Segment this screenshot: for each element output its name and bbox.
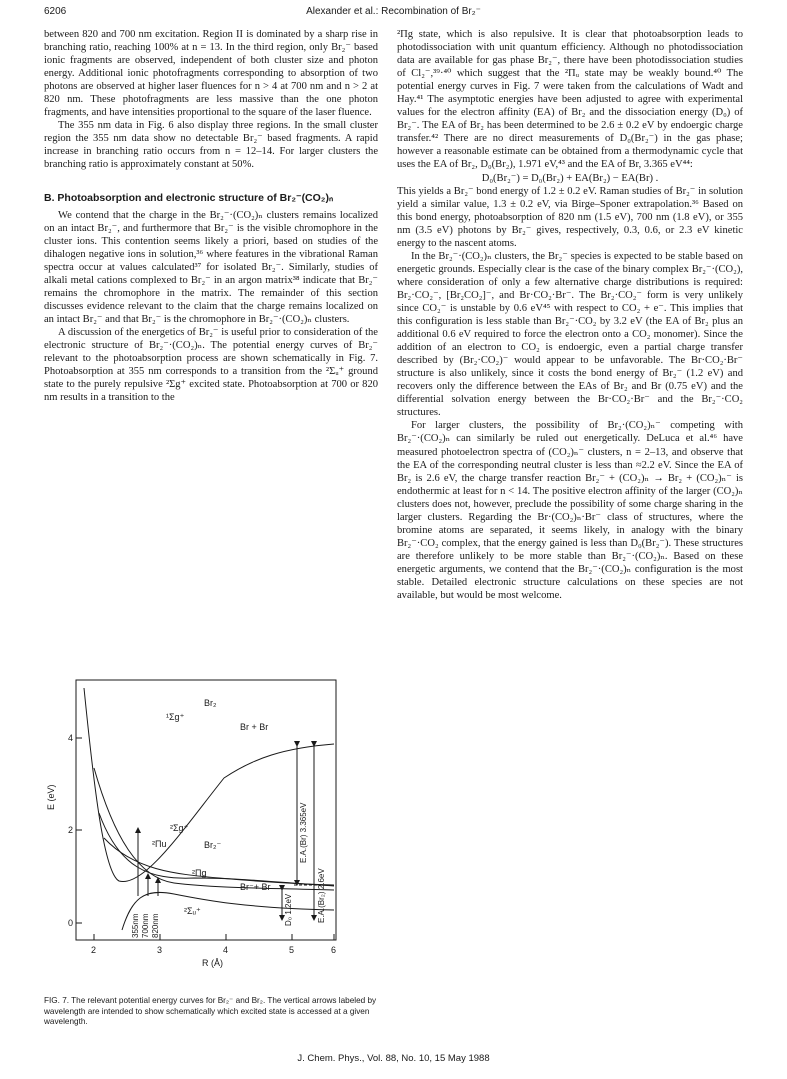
paragraph: between 820 and 700 nm excitation. Region II is dominated by a sharp rise in branching ratio, reaching 100% at n = 13. In the third region, only Br₂⁻ based ionic fragments are observed, independent of both cluster size and photon energy. Additional ionic photofragments corresponding to absorption of two photons are observed at higher laser fluences for n > 4 at 700 nm and n > 2 at 820 nm. These photofragments are less massive than the one photon fragments, and have intensities proportional to the square of the laser fluence. [44,29,378,119]
arrow-label: 355nm [131,913,140,938]
x-tick: 4 [223,945,229,955]
x-tick: 5 [289,945,295,955]
paragraph: In the Br₂⁻·(CO₂)ₙ clusters, the Br₂⁻ species is expected to be stable based on energetic grounds. Especially clear is the case of the binary complex Br₂⁻·(CO₂), where consideration of only a few alternative charge distributions is required: Br₂·CO₂⁻, [Br₂CO₂]⁻, and Br·CO₂·Br⁻. The Br₂·CO₂⁻ form is very unlikely since CO₂⁻ is unstable by 0.6 eV⁴⁵ with respect to CO₂ + e⁻. This implies that this configuration is less stable than Br₂⁻·CO₂ by 3.2 eV (the EA of Br₂ plus an additional 0.6 eV required to force the electron onto a CO₂ monomer). Since the addition of an electron to CO₂ is endoergic, even a partial charge transfer described by (Br₂·CO₂)⁻ would appear to be unfavorable. The Br·CO₂·Br⁻ structure is also unlikely, since it costs the bond energy of Br₂⁻ (1.2 eV) and recovers only the difference between the EAs of Br₂ and Br (0.75 eV) and the differential solvation energy between the Br·CO₂·Br⁻ and the Br₂⁻·CO₂ structures. [397,250,743,419]
potential-energy-figure [44,648,379,978]
energy-label: E.A.(Br₂) 2.6eV [317,868,326,923]
energy-label: E.A.(Br) 3.365eV [299,802,308,863]
curve-label: ²Σg⁺ [170,823,189,833]
paragraph: For larger clusters, the possibility of Br₂·(CO₂)ₙ⁻ competing with Br₂⁻·(CO₂)ₙ can similarly be ruled out energetically. DeLuca et al.⁴⁶ have measured photoelectron spectra of (CO₂)ₙ⁻ clusters, n = 2–13, and observe that the EA of the corresponding neutral cluster is less than ≈2.2 eV. Since the EA of Br₂ is 2.6 eV, the charge transfer reaction Br₂⁻ + (CO₂)ₙ → Br₂ + (CO₂)ₙ⁻ is endothermic at least for n < 14. The positive electron affinity of the larger (CO₂)ₙ clusters does not, however, preclude the possibility of some charge sharing in the larger clusters. Regarding the Br·(CO₂)ₙ·Br⁻ class of structures, where the bromine atoms are separated, it seems likely, in analogy with the binary Br₂⁻·CO₂ complex, that the energy gained is less than D₀(Br₂⁻). These structures are therefore unlikely to be more stable than Br₂⁻·(CO₂)ₙ. Based on these energetic arguments, we contend that the Br₂⁻·(CO₂)ₙ configuration is the most stable. Detailed electronic structure calculations on these species are not available, but would be most welcome. [397,420,743,602]
energy-label: D₀ 1.2eV [284,893,293,926]
equation: D₀(Br₂⁻) = D₀(Br₂) + EA(Br₂) − EA(Br) . [481,172,659,184]
arrow-label: 700nm [141,913,150,938]
sigma-g-curve [94,768,334,890]
curve-label: ²Πg [192,868,207,878]
x-axis-label: R (Å) [202,958,223,968]
arrow-label: 820nm [151,913,160,938]
running-title: Alexander et al.: Recombination of Br₂⁻ [306,6,481,17]
curve-label: Br₂⁻ [204,840,222,850]
left-column [44,28,378,404]
y-tick: 4 [68,733,74,743]
x-tick: 6 [331,945,337,955]
y-axis-label: E (eV) [46,784,56,810]
curve-label: Br₂ [204,698,217,708]
curve-label: Br⁻+ Br [240,882,271,892]
paragraph: This yields a Br₂⁻ bond energy of 1.2 ± 0.2 eV. Raman studies of Br₂⁻ in solution yield a similar value, 1.3 ± 0.2 eV, via Birge–Sponer extrapolation.³⁶ Based on this bond energy, photoabsorption of 820 nm (1.5 eV), 700 nm (1.8 eV), or 355 nm (3.5 eV) photons by Br₂⁻ gives, respectively, 0.3, 0.6, or 2.3 eV kinetic energy to the nascent atoms. [397,185,743,249]
y-tick: 2 [68,825,74,835]
figure-caption: FIG. 7. The relevant potential energy curves for Br₂⁻ and Br₂. The vertical arrows labeled by wavelength are intended to show schematically which excited state is accessed at a given wavelength. [44,996,377,1026]
x-tick: 2 [91,945,97,955]
x-tick: 3 [157,945,163,955]
section-heading: B. Photoabsorption and electronic structure of Br₂⁻(CO₂)ₙ [44,191,334,204]
paragraph: The 355 nm data in Fig. 6 also display three regions. In the small cluster region the 355 nm data show no detectable Br₂⁻ based fragments. A rapid increase in branching ratio occurs from n = 12–14. For larger clusters the branching ratio is approximately constant at 50%. [44,120,378,171]
right-column [397,28,743,602]
paragraph: We contend that the charge in the Br₂⁻·(CO₂)ₙ clusters remains localized on an intact Br₂⁻, and furthermore that Br₂⁻ is the visible chromophore in the cluster ions. This contention seems likely a priori, based on studies of the dihalogen negative ions in solution,³⁶ where features in the vibrational Raman spectra occur at values calculated³⁷ for isolated Br₂⁻. Similarly, studies of alkali metal cations complexed to Br₂⁻ in an argon matrix³⁸ indicate that Br₂⁻ remains the chromophore in the matrix. The remainder of this section discusses evidence relevant to the claim that the charge remains localized on an intact Br₂⁻ and that Br₂⁻ is the chromophore in Br₂⁻·(CO₂)ₙ clusters. [44,209,378,325]
paragraph: A discussion of the energetics of Br₂⁻ is useful prior to consideration of the electronic structure of Br₂⁻·(CO₂)ₙ. The potential energy curves of Br₂⁻ relevant to the photoabsorption process are shown schematically in Fig. 7. Photoabsorption at 355 nm corresponds to a transition from the ²Σᵤ⁺ ground state to the purely repulsive ²Σg⁺ excited state. Photoabsorption at 700 or 820 nm results in a transition to the [44,326,378,404]
paragraph: ²Πg state, which is also repulsive. It is clear that photoabsorption leads to photodissociation with unit quantum efficiency. Although no photodissociation data are available for gas phase Br₂⁻, there have been photodissociation studies of Cl₂⁻,³⁹·⁴⁰ which suggest that the ²Πᵤ state may be weakly bound.⁴⁰ The potential energy curves in Fig. 7 were taken from the calculations of Wadt and Hay.⁴¹ The asymptotic energies have been adjusted to agree with experimental values for the electron affinity (EA) of Br₂ and the dissociation energy (D₀) of Br₂⁻. The EA of Br₂ has been determined to be 2.6 ± 0.2 eV by endoergic charge transfer.⁴² There are no direct measurements of D₀(Br₂⁻) in the gas phase; however a reasonable estimate can be obtained from a thermodynamic cycle that uses the EA of Br₂, D₀(Br₂), 1.971 eV,⁴³ and the EA of Br, 3.365 eV⁴⁴: [397,29,743,171]
curve-label: Br + Br [240,722,269,732]
curve-label: ²Πu [152,839,167,849]
curve-label: ¹Σg⁺ [166,712,185,722]
footer: J. Chem. Phys., Vol. 88, No. 10, 15 May 1988 [297,1053,490,1064]
curve-label: ²Σᵤ⁺ [184,906,201,916]
y-tick: 0 [68,918,74,928]
page-number: 6206 [44,6,67,17]
